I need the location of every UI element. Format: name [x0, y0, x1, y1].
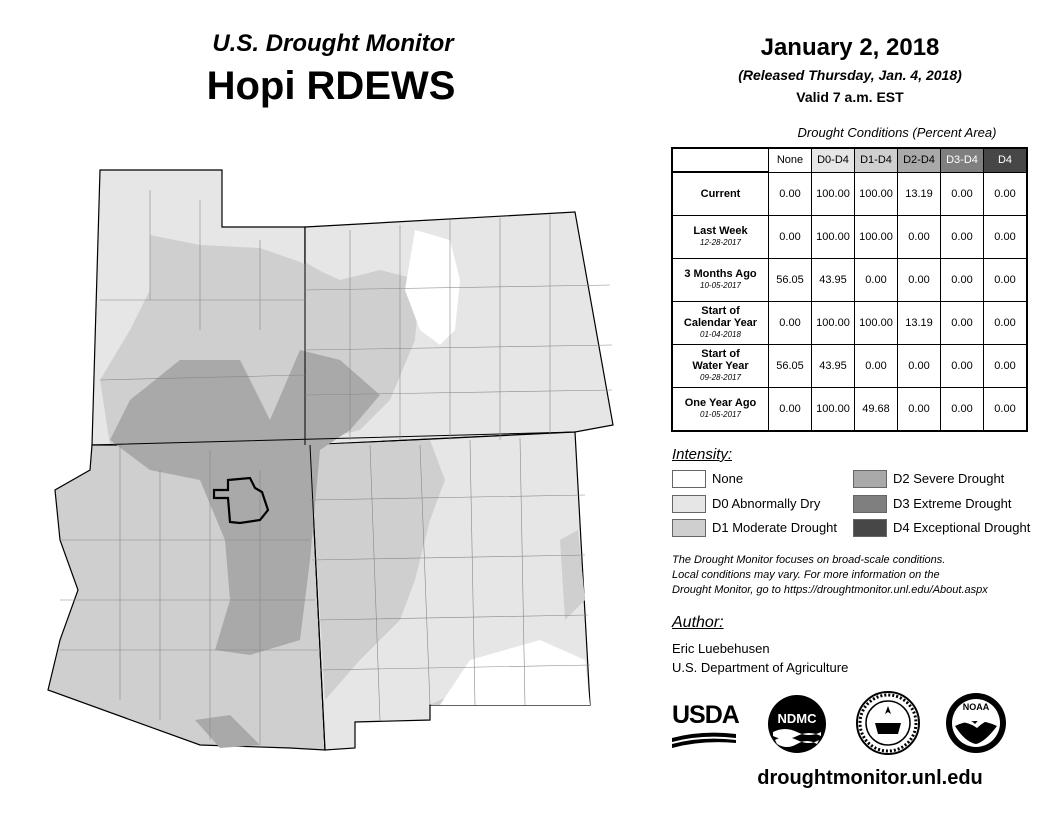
table-cell: 0.00 — [769, 388, 812, 432]
col-header: D4 — [984, 148, 1028, 172]
row-date: 01-05-2017 — [700, 410, 741, 419]
note-line: Local conditions may vary. For more information on the — [672, 569, 940, 581]
table-row — [672, 172, 1027, 216]
commerce-seal-icon — [855, 690, 921, 756]
row-date: 09-28-2017 — [700, 373, 741, 382]
site-url[interactable]: droughtmonitor.unl.edu — [757, 767, 983, 789]
legend-label: D3 Extreme Drought — [893, 496, 1012, 511]
info-note — [672, 553, 1042, 598]
noaa-logo — [945, 692, 1007, 754]
legend-swatch — [672, 495, 706, 513]
region-title: Hopi RDEWS — [206, 64, 456, 108]
table-cell: 0.00 — [769, 302, 812, 345]
table-cell: 0.00 — [984, 259, 1028, 302]
col-header: D1-D4 — [855, 148, 898, 172]
row-label-line: Water Year — [692, 360, 749, 372]
table-cell: 0.00 — [941, 345, 984, 388]
table-cell: 0.00 — [941, 216, 984, 259]
col-header: None — [769, 148, 812, 172]
usda-swoosh-icon — [672, 728, 736, 748]
table-cell: 43.95 — [812, 345, 855, 388]
row-date: 01-04-2018 — [700, 330, 741, 339]
row-date: 12-28-2017 — [700, 238, 741, 247]
legend-label: None — [712, 471, 744, 486]
drought-map — [40, 160, 630, 760]
table-cell: 43.95 — [812, 259, 855, 302]
row-label — [672, 302, 769, 345]
table-cell: 0.00 — [984, 345, 1028, 388]
table-corner — [672, 148, 769, 172]
table-cell: 100.00 — [855, 302, 898, 345]
row-label-line: Calendar Year — [683, 317, 758, 329]
map-date: January 2, 2018 — [760, 34, 940, 61]
author-org: U.S. Department of Agriculture — [672, 660, 849, 675]
commerce-seal — [855, 690, 921, 756]
row-label-line: Last Week — [693, 225, 748, 237]
row-date: 10-05-2017 — [700, 281, 741, 290]
table-cell: 49.68 — [855, 388, 898, 432]
row-label — [672, 259, 769, 302]
row-label — [672, 172, 769, 216]
table-cell: 100.00 — [855, 172, 898, 216]
table-cell: 0.00 — [855, 259, 898, 302]
table-cell: 0.00 — [855, 345, 898, 388]
legend-swatch — [853, 495, 887, 513]
table-cell: 0.00 — [984, 216, 1028, 259]
table-cell: 0.00 — [941, 388, 984, 432]
table-row — [672, 216, 1027, 259]
row-label-line: Start of — [701, 348, 740, 360]
table-cell: 0.00 — [769, 172, 812, 216]
row-label-line: Current — [700, 188, 741, 200]
table-cell: 13.19 — [898, 302, 941, 345]
row-label-line: 3 Months Ago — [684, 268, 757, 280]
legend-label: D0 Abnormally Dry — [712, 496, 821, 511]
table-cell: 100.00 — [812, 388, 855, 432]
legend-label: D2 Severe Drought — [893, 471, 1005, 486]
noaa-logo-text: NOAA — [962, 702, 990, 712]
table-cell: 100.00 — [812, 302, 855, 345]
table-cell: 0.00 — [898, 216, 941, 259]
author-title: Author: — [672, 614, 724, 631]
table-row — [672, 302, 1027, 345]
legend-swatch — [853, 470, 887, 488]
legend-label: D4 Exceptional Drought — [893, 520, 1031, 535]
author-name: Eric Luebehusen — [672, 641, 770, 656]
table-cell: 0.00 — [941, 259, 984, 302]
col-header: D0-D4 — [812, 148, 855, 172]
drought-conditions-table — [671, 147, 1028, 432]
table-cell: 0.00 — [941, 172, 984, 216]
ndmc-logo — [767, 694, 827, 754]
legend-swatch — [672, 470, 706, 488]
release-date: (Released Thursday, Jan. 4, 2018) — [738, 67, 962, 83]
row-label — [672, 345, 769, 388]
row-label — [672, 216, 769, 259]
ndmc-logo-text: NDMC — [777, 711, 817, 726]
table-cell: 56.05 — [769, 259, 812, 302]
usda-logo-text: USDA — [672, 701, 739, 729]
table-header-row — [672, 148, 1027, 172]
usda-logo — [672, 701, 739, 748]
table-caption: Drought Conditions (Percent Area) — [797, 125, 997, 140]
row-label-line: One Year Ago — [684, 397, 757, 409]
table-cell: 0.00 — [984, 172, 1028, 216]
table-cell: 56.05 — [769, 345, 812, 388]
table-cell: 0.00 — [898, 388, 941, 432]
table-cell: 0.00 — [898, 345, 941, 388]
table-cell: 100.00 — [855, 216, 898, 259]
table-cell: 0.00 — [769, 216, 812, 259]
table-cell: 100.00 — [812, 172, 855, 216]
table-cell: 0.00 — [941, 302, 984, 345]
table-cell: 100.00 — [812, 216, 855, 259]
table-cell: 13.19 — [898, 172, 941, 216]
legend-swatch — [672, 519, 706, 537]
table-row — [672, 259, 1027, 302]
legend-label: D1 Moderate Drought — [712, 520, 838, 535]
legend-swatch — [853, 519, 887, 537]
valid-time: Valid 7 a.m. EST — [796, 89, 904, 105]
monitor-title: U.S. Drought Monitor — [212, 30, 454, 57]
legend-title: Intensity: — [672, 446, 733, 463]
table-cell: 0.00 — [984, 388, 1028, 432]
row-label-line: Start of — [701, 305, 740, 317]
note-line: Drought Monitor, go to https://droughtmonitor.unl.edu/About.aspx — [672, 584, 988, 596]
table-row — [672, 345, 1027, 388]
table-cell: 0.00 — [898, 259, 941, 302]
note-line: The Drought Monitor focuses on broad-scale conditions. — [672, 554, 946, 566]
col-header: D2-D4 — [898, 148, 941, 172]
table-cell: 0.00 — [984, 302, 1028, 345]
row-label — [672, 388, 769, 432]
col-header: D3-D4 — [941, 148, 984, 172]
table-row — [672, 388, 1027, 432]
